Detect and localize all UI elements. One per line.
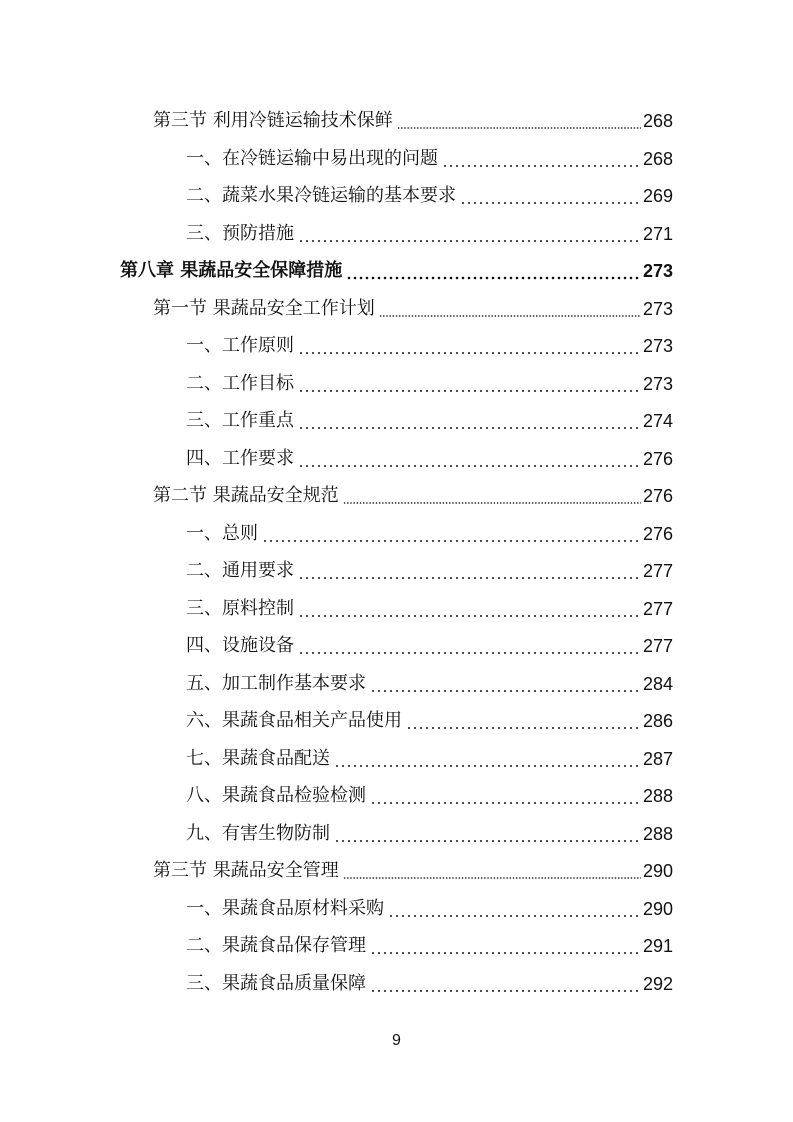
toc-entry-page: 277 bbox=[642, 598, 673, 619]
toc-entry-title: 四、工作要求 bbox=[186, 447, 294, 469]
toc-entry[interactable] bbox=[186, 402, 673, 432]
dot-leader bbox=[406, 710, 641, 732]
toc-entry-page: 288 bbox=[642, 823, 673, 844]
toc-entry[interactable] bbox=[186, 552, 673, 582]
toc-entry-page: 276 bbox=[642, 486, 673, 506]
toc-entry-page: 290 bbox=[642, 861, 673, 881]
page-number: 9 bbox=[392, 1032, 401, 1049]
toc-entry-page: 276 bbox=[642, 523, 673, 544]
dot-leader bbox=[298, 373, 641, 395]
dot-leader bbox=[343, 860, 641, 882]
dot-leader bbox=[370, 973, 641, 995]
toc-entry-title: 三、果蔬食品质量保障 bbox=[186, 972, 366, 994]
toc-entry-title: 二、果蔬食品保存管理 bbox=[186, 935, 366, 956]
toc-entry-page: 291 bbox=[642, 936, 673, 956]
dot-leader bbox=[370, 935, 641, 957]
toc-entry-page: 268 bbox=[642, 111, 673, 131]
dot-leader bbox=[388, 898, 641, 920]
toc-entry-page: 277 bbox=[642, 561, 673, 581]
toc-entry-title: 一、工作原则 bbox=[186, 335, 294, 356]
dot-leader bbox=[298, 560, 641, 582]
toc-entry-title: 二、工作目标 bbox=[186, 372, 294, 394]
toc-entry[interactable] bbox=[186, 890, 673, 920]
toc-entry[interactable] bbox=[186, 627, 673, 657]
toc-entry-title: 七、果蔬食品配送 bbox=[186, 747, 330, 769]
toc-entry-page: 269 bbox=[642, 186, 673, 206]
toc-entry-page: 288 bbox=[642, 786, 673, 806]
toc-entry[interactable] bbox=[186, 702, 673, 732]
toc-entry-title: 三、预防措施 bbox=[186, 222, 294, 244]
toc-entry-title: 一、果蔬食品原材料采购 bbox=[186, 897, 384, 919]
toc-entry-page: 274 bbox=[642, 411, 673, 431]
dot-leader bbox=[334, 823, 641, 845]
dot-leader bbox=[379, 298, 641, 320]
toc-entry-title: 四、设施设备 bbox=[186, 635, 294, 656]
toc-entry[interactable] bbox=[153, 477, 673, 507]
toc-entry[interactable] bbox=[186, 927, 673, 957]
toc-chapter-entry[interactable] bbox=[120, 252, 673, 282]
toc-entry-page: 268 bbox=[642, 148, 673, 169]
toc-entry-title: 三、原料控制 bbox=[186, 597, 294, 619]
toc-entry-page: 273 bbox=[642, 336, 673, 356]
dot-leader bbox=[298, 410, 641, 432]
toc-entry-page: 292 bbox=[642, 973, 673, 994]
dot-leader bbox=[334, 748, 641, 770]
toc-entry-title: 六、果蔬食品相关产品使用 bbox=[186, 710, 402, 731]
toc-entry[interactable] bbox=[186, 177, 673, 207]
toc-entry-title: 五、加工制作基本要求 bbox=[186, 672, 366, 694]
dot-leader bbox=[298, 448, 641, 470]
dot-leader bbox=[460, 185, 641, 207]
dot-leader bbox=[298, 598, 641, 620]
toc-entry-title: 第三节 果蔬品安全管理 bbox=[153, 860, 339, 881]
toc-entry-title: 二、蔬菜水果冷链运输的基本要求 bbox=[186, 185, 456, 206]
toc-entry-title: 第八章 果蔬品安全保障措施 bbox=[120, 260, 343, 281]
dot-leader bbox=[346, 260, 641, 282]
dot-leader bbox=[298, 223, 641, 245]
toc-entry[interactable] bbox=[186, 515, 673, 545]
toc-entry-page: 273 bbox=[642, 298, 673, 319]
toc-entry-title: 九、有害生物防制 bbox=[186, 822, 330, 844]
toc-entry[interactable] bbox=[186, 327, 673, 357]
toc-entry-title: 第一节 果蔬品安全工作计划 bbox=[153, 297, 375, 319]
toc-entry[interactable] bbox=[186, 740, 673, 770]
dot-leader bbox=[442, 148, 641, 170]
toc-entry-page: 284 bbox=[642, 673, 673, 694]
dot-leader bbox=[298, 635, 641, 657]
toc-entry[interactable] bbox=[153, 102, 673, 132]
toc-entry-title: 三、工作重点 bbox=[186, 410, 294, 431]
toc-entry[interactable] bbox=[186, 140, 673, 170]
toc-entry[interactable] bbox=[186, 590, 673, 620]
dot-leader bbox=[298, 335, 641, 357]
toc-entry-title: 第三节 利用冷链运输技术保鲜 bbox=[153, 110, 393, 131]
toc-entry-page: 286 bbox=[642, 711, 673, 731]
toc-entry[interactable] bbox=[186, 665, 673, 695]
toc-entry-page: 277 bbox=[642, 636, 673, 656]
toc-entry[interactable] bbox=[186, 777, 673, 807]
toc-entry-title: 一、在冷链运输中易出现的问题 bbox=[186, 147, 438, 169]
toc-entry-title: 八、果蔬食品检验检测 bbox=[186, 785, 366, 806]
toc-entry[interactable] bbox=[186, 215, 673, 245]
toc-entry-title: 二、通用要求 bbox=[186, 560, 294, 581]
toc-entry[interactable] bbox=[153, 290, 673, 320]
toc-entry-page: 290 bbox=[642, 898, 673, 919]
dot-leader bbox=[370, 673, 641, 695]
dot-leader bbox=[370, 785, 641, 807]
toc-entry-page: 271 bbox=[642, 223, 673, 244]
dot-leader bbox=[343, 485, 641, 507]
toc-entry[interactable] bbox=[153, 852, 673, 882]
toc-entry[interactable] bbox=[186, 365, 673, 395]
toc-entry-page: 287 bbox=[642, 748, 673, 769]
dot-leader bbox=[397, 110, 641, 132]
toc-entry-title: 一、总则 bbox=[186, 522, 258, 544]
dot-leader bbox=[262, 523, 641, 545]
toc-entry-page: 276 bbox=[642, 448, 673, 469]
toc-entry[interactable] bbox=[186, 965, 673, 995]
toc-entry[interactable] bbox=[186, 440, 673, 470]
toc-entry[interactable] bbox=[186, 815, 673, 845]
toc-entry-page: 273 bbox=[642, 373, 673, 394]
toc-entry-title: 第二节 果蔬品安全规范 bbox=[153, 485, 339, 506]
toc-entry-page: 273 bbox=[642, 261, 673, 281]
